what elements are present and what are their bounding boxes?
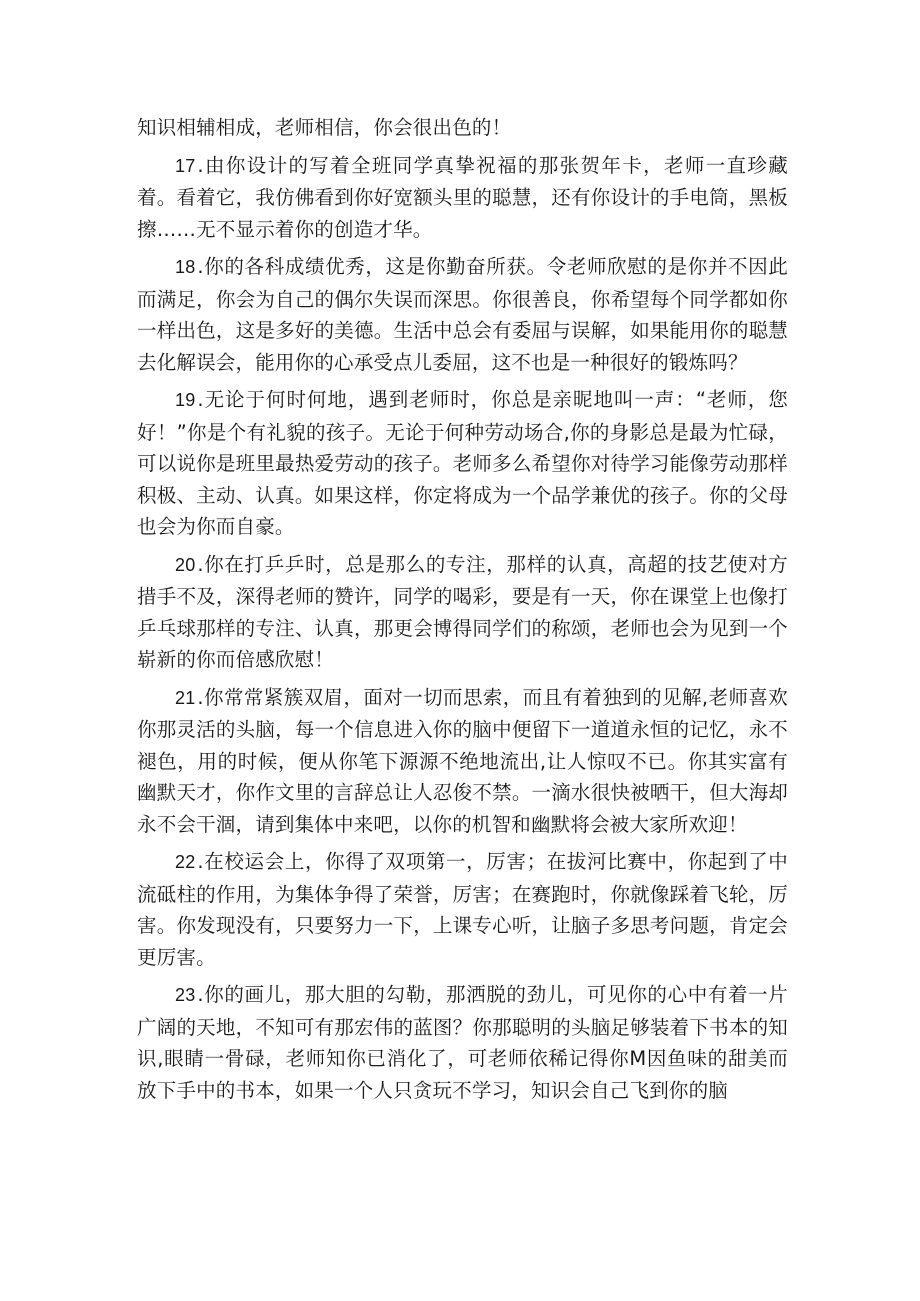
- paragraph-text: .你在打乒乒时，总是那么的专注，那样的认真，高超的技艺使对方措手不及，深得老师的赞许，同学的喝彩，要是有一天，你在课堂上也像打乒乓球那样的专注、认真，那更会博得同学们的称颂，老师也会为见到一个崭新的你而倍感欣慰！: [137, 552, 788, 671]
- paragraph-text: .无论于何时何地，遇到老师时，你总是亲昵地叫一声：“老师，您好！”你是个有礼貌的孩子。无论于何种劳动场合,你的身影总是最为忙碌，可以说你是班里最热爱劳动的孩子。老师多么希望你对待学习能像劳动那样积极、主动、认真。如果这样，你定将成为一个品学兼优的孩子。你的父母也会为你而自豪。: [137, 388, 788, 538]
- paragraph-22: [137, 846, 788, 973]
- paragraph-number: 23: [175, 985, 196, 1005]
- paragraph-number: 21: [175, 687, 196, 708]
- paragraph-text: .你的各科成绩优秀，这是你勤奋所获。令老师欣慰的是你并不因此而满足，你会为自己的偶尔失误而深思。你很善良，你希望每个同学都如你一样出色，这是多好的美德。生活中总会有委屈与误解，如果能用你的聪慧去化解误会，能用你的心承受点儿委屈，这不也是一种很好的锻炼吗？: [137, 255, 788, 374]
- paragraph-text: .在校运会上，你得了双项第一，厉害；在拔河比赛中，你起到了中流砥柱的作用，为集体争得了荣誉，厉害；在赛跑时，你就像踩着飞轮，厉害。你发现没有，只要努力一下，上课专心听，让脑子多思考问题，肯定会更厉害。: [137, 850, 788, 969]
- paragraph-number: 20: [175, 554, 196, 575]
- paragraph-text: .你的画儿，那大胆的勾勒，那洒脱的劲儿，可见你的心中有着一片广阔的天地，不知可有那宏伟的蓝图？你那聪明的头脑足够装着下书本的知识,眼睛一骨碌，老师知你已消化了，可老师依稀记得你M因鱼味的甜美而放下手中的书本，如果一个人只贪玩不学习，知识会自己飞到你的脑: [137, 983, 788, 1102]
- paragraph-number: 19: [175, 390, 196, 410]
- paragraph-23: [137, 979, 788, 1106]
- paragraph-number: 17: [175, 155, 196, 176]
- paragraph-19: [137, 384, 788, 543]
- paragraph-text: .由你设计的写着全班同学真挚祝福的那张贺年卡，老师一直珍藏着。看着它，我仿佛看到你好宽额头里的聪慧，还有你设计的手电筒，黑板擦……无不显示着你的创造才华。: [137, 153, 788, 241]
- paragraph-number: 18: [175, 257, 196, 277]
- paragraph-text: .你常常紧簇双眉，面对一切而思索，而且有着独到的见解,老师喜欢你那灵活的头脑，每一个信息进入你的脑中便留下一道道永恒的记忆，永不褪色，用的时候，便从你笔下源源不绝地流出,让人惊叹不已。你其实富有幽默天才，你作文里的言辞总让人忍俊不禁。一滴水很快被晒干，但大海却永不会干涸，请到集体中来吧，以你的机智和幽默将会被大家所欢迎！: [137, 685, 788, 836]
- paragraph-text: 知识相辅相成，老师相信，你会很出色的！: [137, 116, 512, 139]
- paragraph-18: [137, 251, 788, 378]
- document-body: [137, 112, 788, 1112]
- paragraph-number: 22: [175, 852, 196, 872]
- paragraph-20: [137, 549, 788, 676]
- paragraph-17: [137, 150, 788, 246]
- paragraph-21: [137, 682, 788, 841]
- paragraph-continuation: [137, 112, 788, 144]
